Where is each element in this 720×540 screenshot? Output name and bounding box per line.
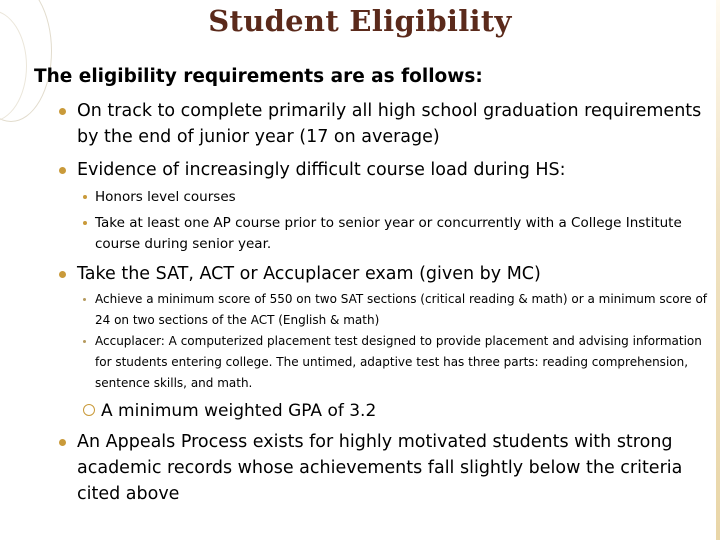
sub-bullet-honors [95,187,705,208]
bullet-dot-icon [83,340,86,343]
slide-title: Student Eligibility [208,4,512,38]
bullet-text: Evidence of increasingly difficult course load during HS: [77,160,566,180]
sub-bullet-ap-course [95,213,710,255]
bullet-text: Take the SAT, ACT or Accuplacer exam (given by MC) [77,264,541,284]
bullet-dot-icon [59,108,66,115]
bullet-text: Honors level courses [95,189,236,205]
intro-heading: The eligibility requirements are as follows: [34,66,483,87]
sub-bullet-gpa [83,399,683,423]
bullet-text: Accuplacer: A computerized placement test designed to provide placement and advising information for students entering college. The untimed, adaptive test has three parts: reading comprehension, sentence skills, and math. [95,334,702,390]
bullet-text: On track to complete primarily all high school graduation requirements by the end of junior year (17 on average) [77,101,702,147]
bullet-text: Take at least one AP course prior to senior year or concurrently with a College Institute course during senior year. [95,215,682,252]
bullet-dot-icon [83,221,87,225]
bullet-text: Achieve a minimum score of 550 on two SAT sections (critical reading & math) or a minimum score of 24 on two sections of the ACT (English & math) [95,292,708,327]
sub-bullet-min-score [95,289,710,331]
sub-bullet-accuplacer [95,331,710,394]
bullet-text: An Appeals Process exists for highly motivated students with strong academic records whose achievements fall slightly below the criteria cited above [77,432,683,504]
bullet-dot-icon [83,298,86,301]
bullet-exam [77,261,717,287]
bullet-text: A minimum weighted GPA of 3.2 [101,401,377,421]
bullet-dot-icon [59,271,66,278]
bullet-dot-icon [83,195,87,199]
bullet-course-load [77,157,717,183]
circle-bullet-icon [83,404,95,416]
bullet-graduation-track [77,98,717,150]
bullet-appeals [77,429,717,507]
bullet-dot-icon [59,439,66,446]
bullet-dot-icon [59,167,66,174]
